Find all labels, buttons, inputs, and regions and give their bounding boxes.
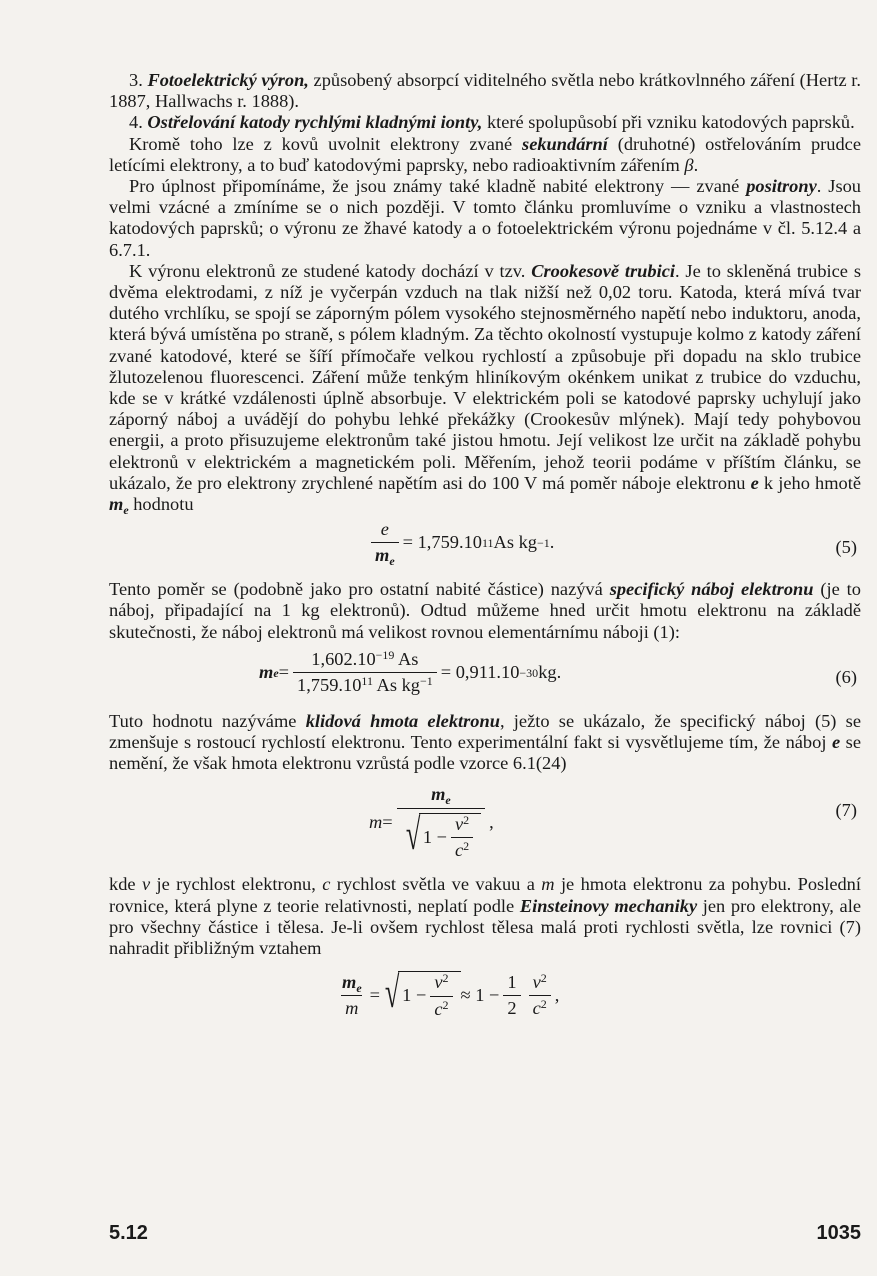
square-root: √ 1 − $\frac{v^2}{c^2}$ (401, 813, 482, 861)
section-number: 5.12 (109, 1222, 148, 1244)
item-title: Fotoelektrický výron, (147, 70, 309, 90)
fraction-e-over-me: $\frac{e}{m_e}$ (371, 519, 399, 566)
term-specificky-naboj: specifický náboj elektronu (609, 579, 814, 600)
term-einsteinovy-mechaniky: Einsteinovy mechaniky (519, 895, 698, 916)
term-klidova-hmota: klidová hmota elektronu (305, 710, 500, 731)
term-sekundarni: sekundární (522, 133, 608, 154)
item-number: 4. (129, 112, 143, 133)
equation-number-5: (5) (835, 537, 857, 558)
item-title: Ostřelování katody rychlými kladnými ionty, (147, 112, 483, 133)
fraction-charge-over-ratio: $\frac{1,602.10^{-19} As}{1,759.10^{11} As kg^{-1}}$ (293, 649, 437, 696)
page-number: 1035 (816, 1222, 861, 1244)
fraction-me-over-m: $\frac{m_e}{m}$ (342, 971, 362, 1018)
item-number: 3. (129, 70, 143, 90)
body-text (109, 70, 861, 1037)
paragraph-secondary-electrons: Kromě toho lze z kovů uvolnit elektrony zvané sekundární (druhotné) ostřelováním prudce letícími elektrony, a to buď katodovými paprsky, nebo radioaktivním zářením β. (109, 133, 861, 175)
beta-symbol: β (684, 154, 694, 175)
paragraph-relativity: kde v je rychlost elektronu, c rychlost světla ve vakuu a m je hmota elektronu za pohybu. Poslední rovnice, která plyne z teorie relativnosti, neplatí podle Einsteinovy mechaniky jen pro elektrony, ale pro všechny částice i tělesa. Je-li ovšem rychlost tělesa malá proti rychlosti světla, lze rovnici (7) nahradit přibližným vztahem (109, 874, 861, 959)
equation-number-7: (7) (835, 800, 857, 821)
term-crookes: Crookesově trubici (531, 260, 675, 281)
page-footer (109, 1222, 861, 1245)
paragraph-specific-charge: Tento poměr se (podobně jako pro ostatní nabité částice) nazývá specifický náboj elektronu (je to náboj, připadající na 1 kg elektronů). Odtud můžeme hned určit hmotu elektronu na základě skutečnosti, že náboj elektronů má velikost rovnou elementárnímu náboji (1): (109, 579, 861, 642)
paragraph-rest-mass: Tuto hodnotu nazýváme klidová hmota elektronu, ježto se ukázalo, že specifický náboj (5) se zmenšuje s rostoucí rychlostí elektronu. Tento experimentální fakt si vysvětlujeme tím, že náboj e se nemění, že však hmota elektronu vzrůstá podle vzorce 6.1(24) (109, 710, 861, 774)
equation-6: m e = $\frac{1,602.10^{-19} As}{1,759.10^{11} As kg^{-1}}$ = 0,911.10 −30 kg. (6) (259, 647, 857, 696)
equation-number-6: (6) (835, 666, 857, 687)
paragraph-item-4 (109, 112, 861, 133)
item-text: způsobený absorpcí viditelného světla nebo krátkovlnného záření (Hertz r. 1887, Hallwachs r. 1888). (109, 70, 861, 112)
square-root: √ 1 − $\frac{v^2}{c^2}$ (380, 971, 461, 1019)
equation-approximation: $\frac{m_e}{m}$ = √ 1 − $\frac{v^2}{c^2}$ ≈ 1 − $\frac{1}{2}$ $\frac{v^2}{c^2}$ , (109, 963, 861, 1033)
paragraph-positrons: Pro úplnost připomínáme, že jsou známy také kladně nabité elektrony — zvané positrony. Jsou velmi vzácné a zmíníme se o nich později. V tomto článku promluvíme o vzniku a vlastnostech katodových paprsků; o výronu ze žhavé katody a o fotoelektrickém výronu pojednáme v čl. 5.12.4 a 6.7.1. (109, 176, 861, 260)
paragraph-item-3 (109, 70, 861, 112)
item-text: které spolupůsobí při vzniku katodových paprsků. (482, 112, 855, 133)
fraction-relativistic-mass: $m_e$ √ 1 − $\frac{v^2}{c^2}$ (397, 784, 486, 861)
term-positrony: positrony (746, 176, 817, 197)
equation-5: $\frac{e}{m_e}$ = 1,759.10 11 As kg −1 . (5) (109, 519, 861, 575)
equation-7: m = $m_e$ √ 1 − $\frac{v^2}{c^2}$ , (7) (369, 784, 857, 860)
paragraph-crookes-tube: K výronu elektronů ze studené katody dochází v tzv. Crookesově trubici. Je to skleněná trubice s dvěma elektrodami, z níž je vyčerpán vzduch na tlak nižší než 0,02 toru. Katoda, která mívá tvar dutého vrchlíku, se spojí se záporným pólem vysokého stejnosměrného napětí nebo induktoru, anoda, která bývá umístěna po straně, s pólem kladným. Za těchto okolností vystupuje kolmo z katody záření zvané katodové, které se šíří přímočaře velkou rychlostí a způsobuje při dopadu na sklo trubice žlutozelenou fluorescenci. Záření může tenkým hliníkovým okénkem unikat z trubice do vzduchu, kde se v krátké vzdálenosti úplně absorbuje. V elektrickém poli se katodové paprsky uchylují jako záporný náboj a uvádějí do pohybu lehké překážky (Crookesův mlýnek). Mají tedy pohybovou energii, a proto přisuzujeme elektronům také jistou hmotu. Její velikost lze určit na základě pohybu elektronů v elektrickém a magnetickém poli. Měřením, jehož teorii podáme v příštím článku, se ukázalo, že pro elektrony zrychlené napětím asi do 100 V má poměr náboje elektronu e k jeho hmotě $m_e$ hodnotu (109, 260, 861, 518)
